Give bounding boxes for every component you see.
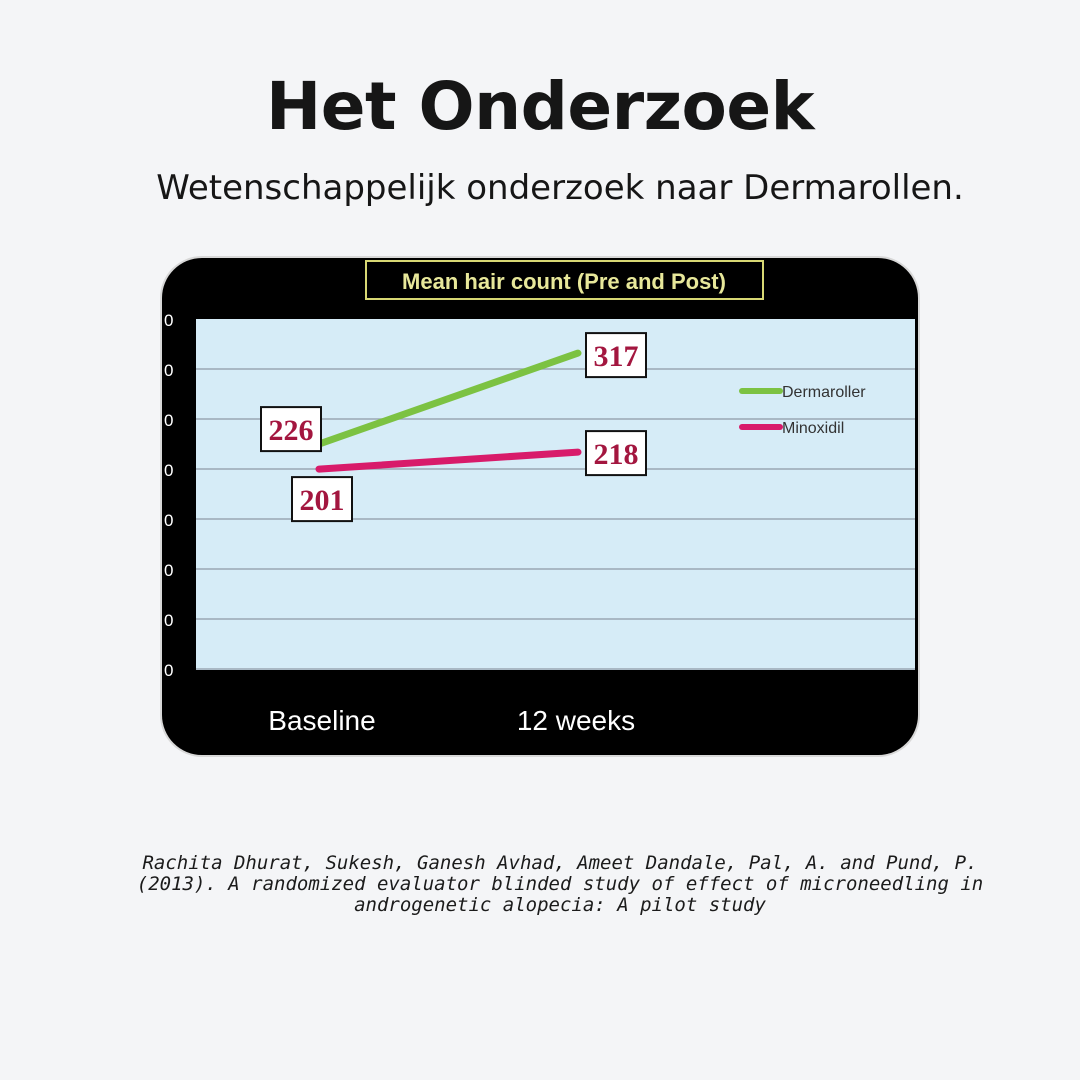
citation: Rachita Dhurat, Sukesh, Ganesh Avhad, Ameet Dandale, Pal, A. and Pund, P. (2013). A randomized evaluator blinded study of effect of microneedling in androgenetic alopecia: A pilot study	[136, 852, 984, 916]
data-label: 201	[299, 484, 345, 518]
data-label: 317	[593, 340, 639, 374]
x-tick-label: Baseline	[268, 705, 376, 736]
page-subtitle: Wetenschappelijk onderzoek naar Dermarollen.	[156, 168, 964, 208]
legend-label: Dermaroller	[782, 384, 866, 401]
chart	[162, 258, 918, 755]
chart-container	[162, 258, 918, 755]
y-tick-label: 0	[164, 511, 174, 530]
legend-label: Minoxidil	[782, 420, 845, 437]
data-label: 218	[593, 438, 639, 472]
data-label: 226	[268, 414, 314, 448]
x-tick-label: 12 weeks	[516, 705, 636, 736]
y-tick-label: 0	[164, 561, 174, 580]
y-tick-label: 0	[164, 661, 174, 680]
y-tick-label: 0	[164, 461, 174, 480]
y-tick-label: 0	[164, 611, 174, 630]
y-tick-label: 0	[164, 311, 174, 330]
page-title: Het Onderzoek	[265, 68, 815, 145]
chart-title: Mean hair count (Pre and Post)	[402, 269, 726, 294]
y-tick-label: 0	[164, 361, 174, 380]
y-tick-label: 0	[164, 411, 174, 430]
